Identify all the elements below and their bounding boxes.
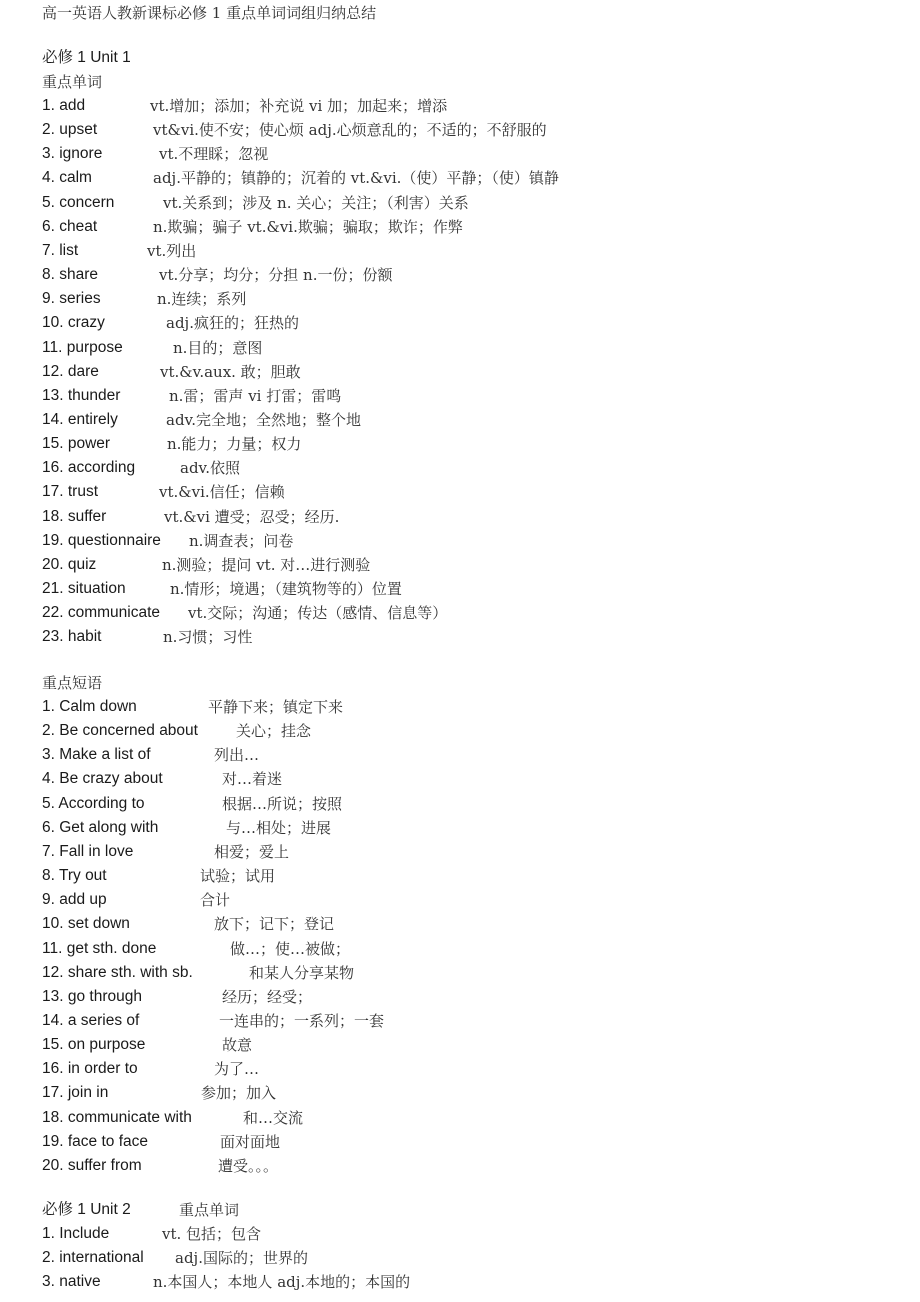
word-term: 3. ignore [42, 145, 103, 163]
word-definition: vt&vi.使不安；使心烦 adj.心烦意乱的；不适的；不舒服的 [153, 121, 547, 140]
phrase-term: 18. communicate with [42, 1108, 192, 1126]
word-term: 18. suffer [42, 507, 107, 525]
word-term: 1. Include [42, 1225, 110, 1242]
phrase-definition: 和…交流 [243, 1108, 304, 1127]
word-term: 6. cheat [42, 217, 98, 235]
phrase-term: 7. Fall in love [42, 842, 134, 860]
word-term: 13. thunder [42, 386, 121, 404]
word-definition: n.调查表；问卷 [189, 531, 294, 550]
word-term: 22. communicate [42, 604, 161, 622]
phrase-term: 11. get sth. done [42, 939, 157, 957]
word-definition: adv.完全地；全然地；整个地 [166, 410, 362, 429]
phrase-term: 16. in order to [42, 1060, 138, 1078]
word-term: 15. power [42, 435, 111, 453]
phrase-definition: 故意 [222, 1036, 253, 1055]
word-term: 8. share [42, 266, 99, 284]
phrase-term: 9. add up [42, 891, 107, 909]
word-definition: n.情形；境遇；（建筑物等的）位置 [170, 580, 402, 598]
word-term: 3. native [42, 1273, 101, 1291]
word-term: 23. habit [42, 628, 102, 646]
phrase-definition: 参加；加入 [201, 1084, 277, 1103]
word-definition: vt.&v.aux. 敢；胆敢 [160, 362, 301, 381]
phrase-definition: 对…着迷 [222, 770, 283, 789]
word-definition: n.本国人；本地人 adj.本地的；本国的 [153, 1273, 411, 1292]
phrase-definition: 根据…所说；按照 [222, 794, 343, 813]
word-definition: n.欺骗；骗子 vt.&vi.欺骗；骗取；欺诈；作弊 [153, 217, 463, 236]
word-definition: adj.国际的；世界的 [175, 1249, 308, 1268]
phrase-definition: 放下；记下；登记 [214, 915, 335, 934]
word-definition: adj.疯狂的；狂热的 [166, 314, 299, 333]
word-definition: vt.增加；添加；补充说 vi 加；加起来；增添 [150, 97, 448, 115]
word-term: 11. purpose [42, 338, 123, 356]
word-term: 7. list [42, 241, 79, 259]
phrase-term: 4. Be crazy about [42, 770, 163, 788]
word-term: 2. upset [42, 121, 98, 139]
phrase-term: 17. join in [42, 1084, 109, 1102]
unit2-words-heading: 重点单词 [179, 1201, 240, 1219]
word-term: 16. according [42, 459, 136, 477]
phrase-term: 13. go through [42, 987, 142, 1005]
phrase-term: 6. Get along with [42, 818, 159, 836]
word-definition: n.雷；雷声 vi 打雷；雷鸣 [169, 386, 342, 405]
phrase-term: 3. Make a list of [42, 746, 151, 764]
word-term: 5. concern [42, 193, 115, 211]
phrase-term: 2. Be concerned about [42, 722, 198, 740]
phrase-term: 8. Try out [42, 867, 107, 885]
word-term: 12. dare [42, 362, 99, 380]
phrase-term: 14. a series of [42, 1011, 140, 1029]
word-term: 1. add [42, 97, 86, 114]
phrase-definition: 面对面地 [220, 1132, 281, 1151]
word-term: 17. trust [42, 483, 98, 501]
word-definition: n.连续；系列 [157, 290, 247, 309]
word-term: 19. questionnaire [42, 531, 161, 549]
word-term: 4. calm [42, 169, 92, 187]
phrase-definition: 和某人分享某物 [249, 963, 355, 982]
phrase-term: 12. share sth. with sb. [42, 963, 193, 981]
phrase-definition: 与…相处；进展 [226, 818, 332, 837]
unit1-heading [42, 48, 131, 68]
word-term: 2. international [42, 1249, 144, 1267]
word-definition: vt.分享；均分；分担 n.一份；份额 [159, 266, 393, 285]
phrase-definition: 列出… [214, 746, 260, 765]
word-definition: adv.依照 [180, 459, 241, 478]
unit1-phrases-heading: 重点短语 [42, 674, 103, 692]
word-definition: n.习惯；习性 [163, 628, 253, 647]
word-definition: vt.交际；沟通；传达（感情、信息等） [188, 604, 448, 623]
document-title: 高一英语人教新课标必修 1 重点单词词组归纳总结 [42, 4, 377, 22]
word-definition: n.测验；提问 vt. 对…进行测验 [162, 555, 371, 574]
unit2-heading-label: 必修 1 Unit 2 [42, 1201, 131, 1218]
word-term: 14. entirely [42, 410, 118, 428]
phrase-term: 20. suffer from [42, 1156, 142, 1174]
phrase-definition: 为了… [214, 1060, 260, 1079]
unit1-words-heading: 重点单词 [42, 73, 103, 91]
word-term: 21. situation [42, 580, 126, 597]
word-definition: vt. 包括；包含 [162, 1225, 262, 1243]
phrase-term: 15. on purpose [42, 1036, 146, 1054]
phrase-definition: 遭受。。。 [218, 1156, 279, 1175]
word-term: 20. quiz [42, 555, 97, 573]
phrase-definition: 相爱；爱上 [214, 842, 290, 861]
word-definition: vt.关系到；涉及 n. 关心；关注；（利害）关系 [163, 193, 469, 212]
word-definition: n.目的；意图 [173, 338, 263, 357]
phrase-definition: 关心；挂念 [236, 722, 312, 741]
word-term: 9. series [42, 290, 101, 308]
word-definition: adj.平静的；镇静的；沉着的 vt.&vi.（使）平静；（使）镇静 [153, 169, 559, 188]
phrase-definition: 合计 [200, 891, 231, 910]
phrase-definition: 经历；经受； [222, 987, 313, 1006]
word-definition: vt.&vi.信任；信赖 [159, 483, 285, 502]
phrase-definition: 平静下来；镇定下来 [208, 698, 344, 716]
phrase-definition: 试验；试用 [200, 867, 276, 886]
phrase-term: 10. set down [42, 915, 130, 933]
phrase-definition: 一连串的；一系列；一套 [219, 1011, 385, 1030]
word-definition: n.能力；力量；权力 [167, 435, 302, 454]
phrase-term: 19. face to face [42, 1132, 148, 1150]
word-definition: vt.列出 [147, 241, 197, 260]
unit1-heading-text: 必修 1 Unit 1 [42, 49, 131, 66]
phrase-term: 1. Calm down [42, 698, 137, 715]
phrase-definition: 做…；使…被做； [230, 939, 351, 958]
phrase-term: 5. According to [42, 794, 145, 812]
word-term: 10. crazy [42, 314, 105, 332]
word-definition: vt.&vi 遭受；忍受；经历. [164, 507, 340, 526]
word-definition: vt.不理睬；忽视 [159, 145, 269, 164]
